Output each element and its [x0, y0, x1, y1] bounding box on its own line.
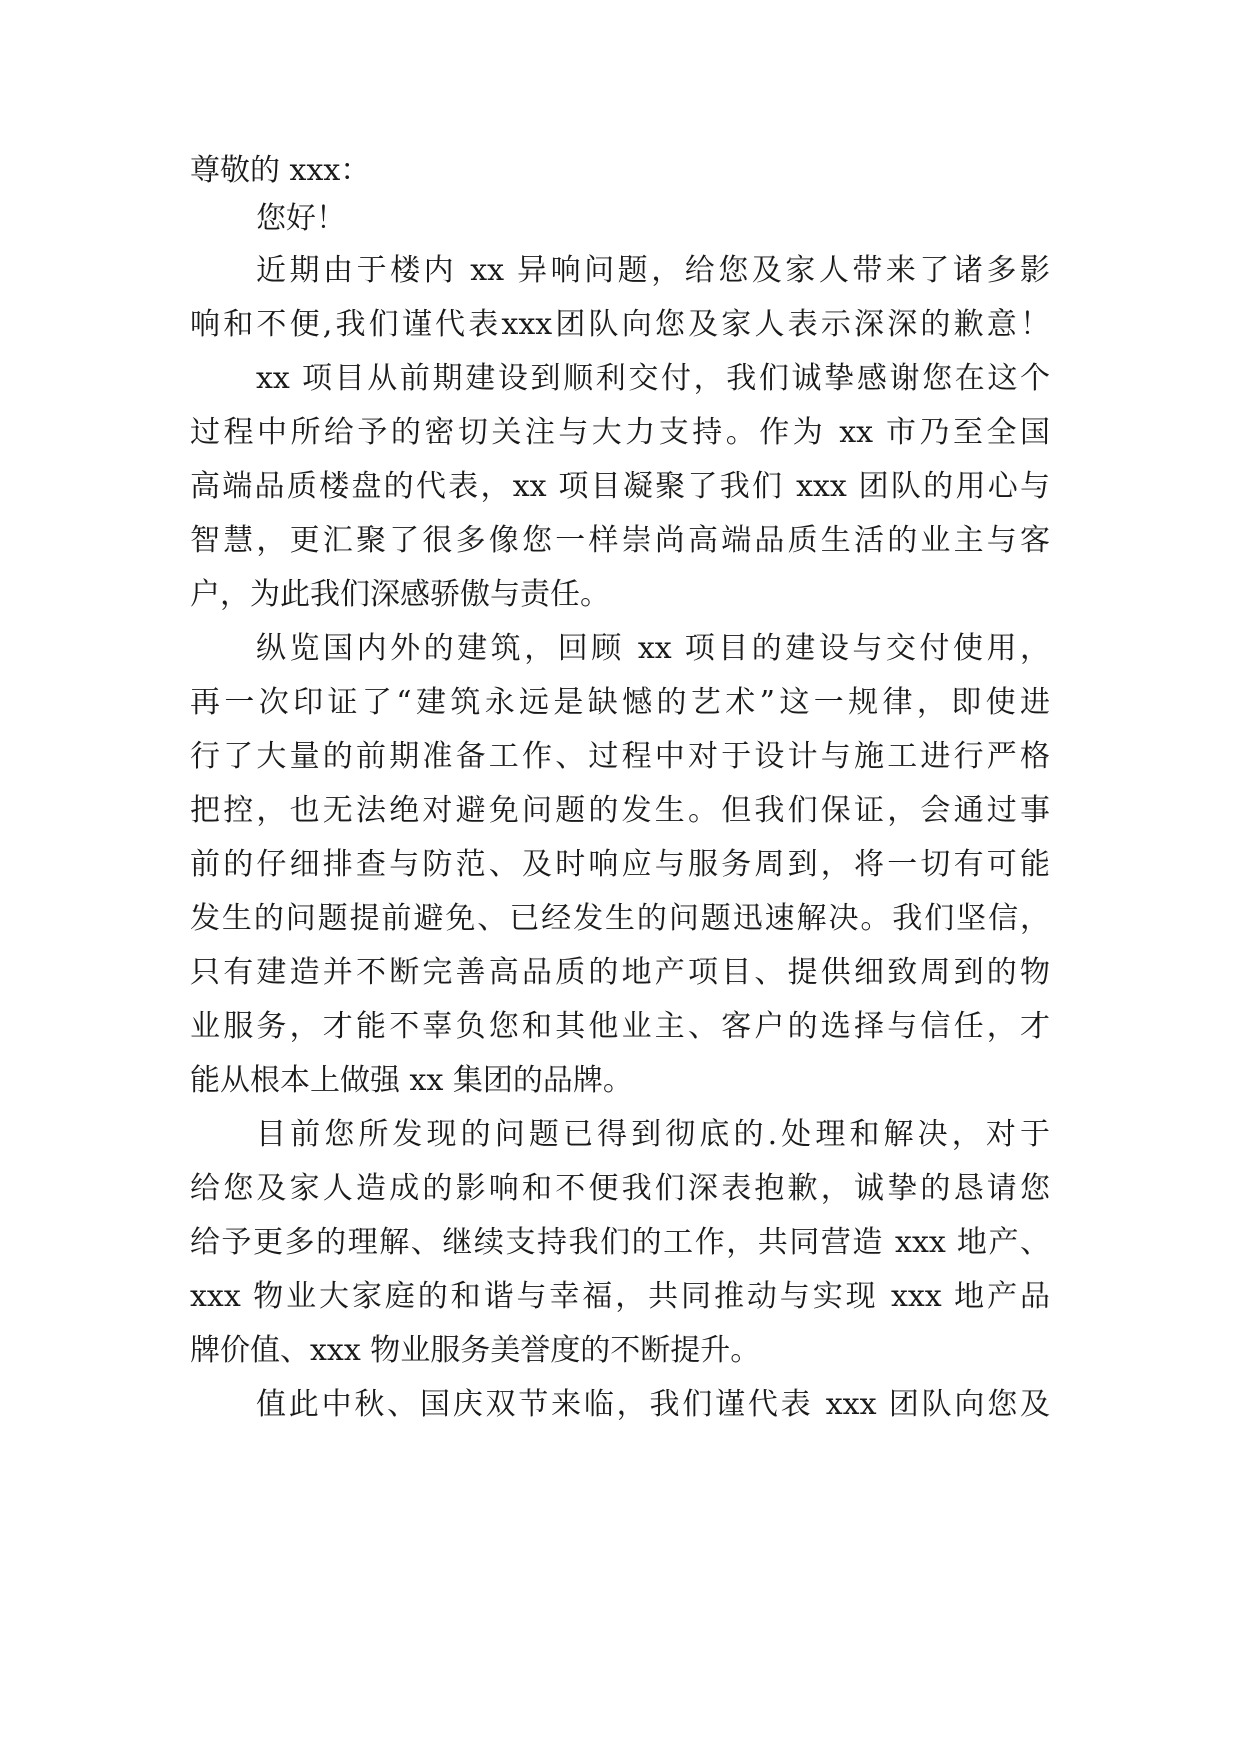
paragraph-3-line-1: 纵览国内外的建筑，回顾 xx 项目的建设与交付使用， — [256, 631, 1050, 666]
paragraph-3-line-9: 能从根本上做强 xx 集团的品牌。 — [190, 1063, 633, 1098]
paragraph-2-line-5: 户，为此我们深感骄傲与责任。 — [190, 577, 610, 612]
paragraph-2-line-1: xx 项目从前期建设到顺利交付，我们诚挚感谢您在这个 — [256, 361, 1050, 396]
paragraph-3-line-3: 行了大量的前期准备工作、过程中对于设计与施工进行严格 — [190, 739, 1050, 774]
paragraph-3-line-4: 把控，也无法绝对避免问题的发生。但我们保证，会通过事 — [190, 793, 1050, 828]
salutation: 尊敬的 xxx： — [190, 153, 371, 188]
paragraph-1-line-2: 响和不便,我们谨代表xxx团队向您及家人表示深深的歉意！ — [190, 307, 1050, 342]
paragraph-3-line-6: 发生的问题提前避免、已经发生的问题迅速解决。我们坚信， — [190, 901, 1050, 936]
paragraph-3-line-8: 业服务，才能不辜负您和其他业主、客户的选择与信任，才 — [190, 1009, 1050, 1044]
paragraph-4-line-1: 目前您所发现的问题已得到彻底的.处理和解决，对于 — [256, 1117, 1050, 1152]
paragraph-4-line-2: 给您及家人造成的影响和不便我们深表抱歉，诚挚的恳请您 — [190, 1171, 1050, 1206]
paragraph-4-line-5: 牌价值、xxx 物业服务美誉度的不断提升。 — [190, 1333, 761, 1368]
paragraph-2-line-2: 过程中所给予的密切关注与大力支持。作为 xx 市乃至全国 — [190, 415, 1050, 450]
paragraph-3-line-5: 前的仔细排查与防范、及时响应与服务周到，将一切有可能 — [190, 847, 1050, 882]
paragraph-4-line-3: 给予更多的理解、继续支持我们的工作，共同营造 xxx 地产、 — [190, 1225, 1050, 1260]
paragraph-3-line-7: 只有建造并不断完善高品质的地产项目、提供细致周到的物 — [190, 955, 1050, 990]
paragraph-1-line-1: 近期由于楼内 xx 异响问题，给您及家人带来了诸多影 — [256, 253, 1050, 288]
paragraph-4-line-4: xxx 物业大家庭的和谐与幸福，共同推动与实现 xxx 地产品 — [190, 1279, 1050, 1314]
paragraph-2-line-3: 高端品质楼盘的代表，xx 项目凝聚了我们 xxx 团队的用心与 — [190, 469, 1050, 504]
greeting: 您好！ — [256, 201, 346, 236]
paragraph-3-line-2: 再一次印证了“建筑永远是缺憾的艺术”这一规律，即使进 — [190, 685, 1050, 720]
paragraph-2-line-4: 智慧，更汇聚了很多像您一样崇尚高端品质生活的业主与客 — [190, 523, 1050, 558]
paragraph-5-line-1: 值此中秋、国庆双节来临，我们谨代表 xxx 团队向您及 — [256, 1387, 1050, 1422]
